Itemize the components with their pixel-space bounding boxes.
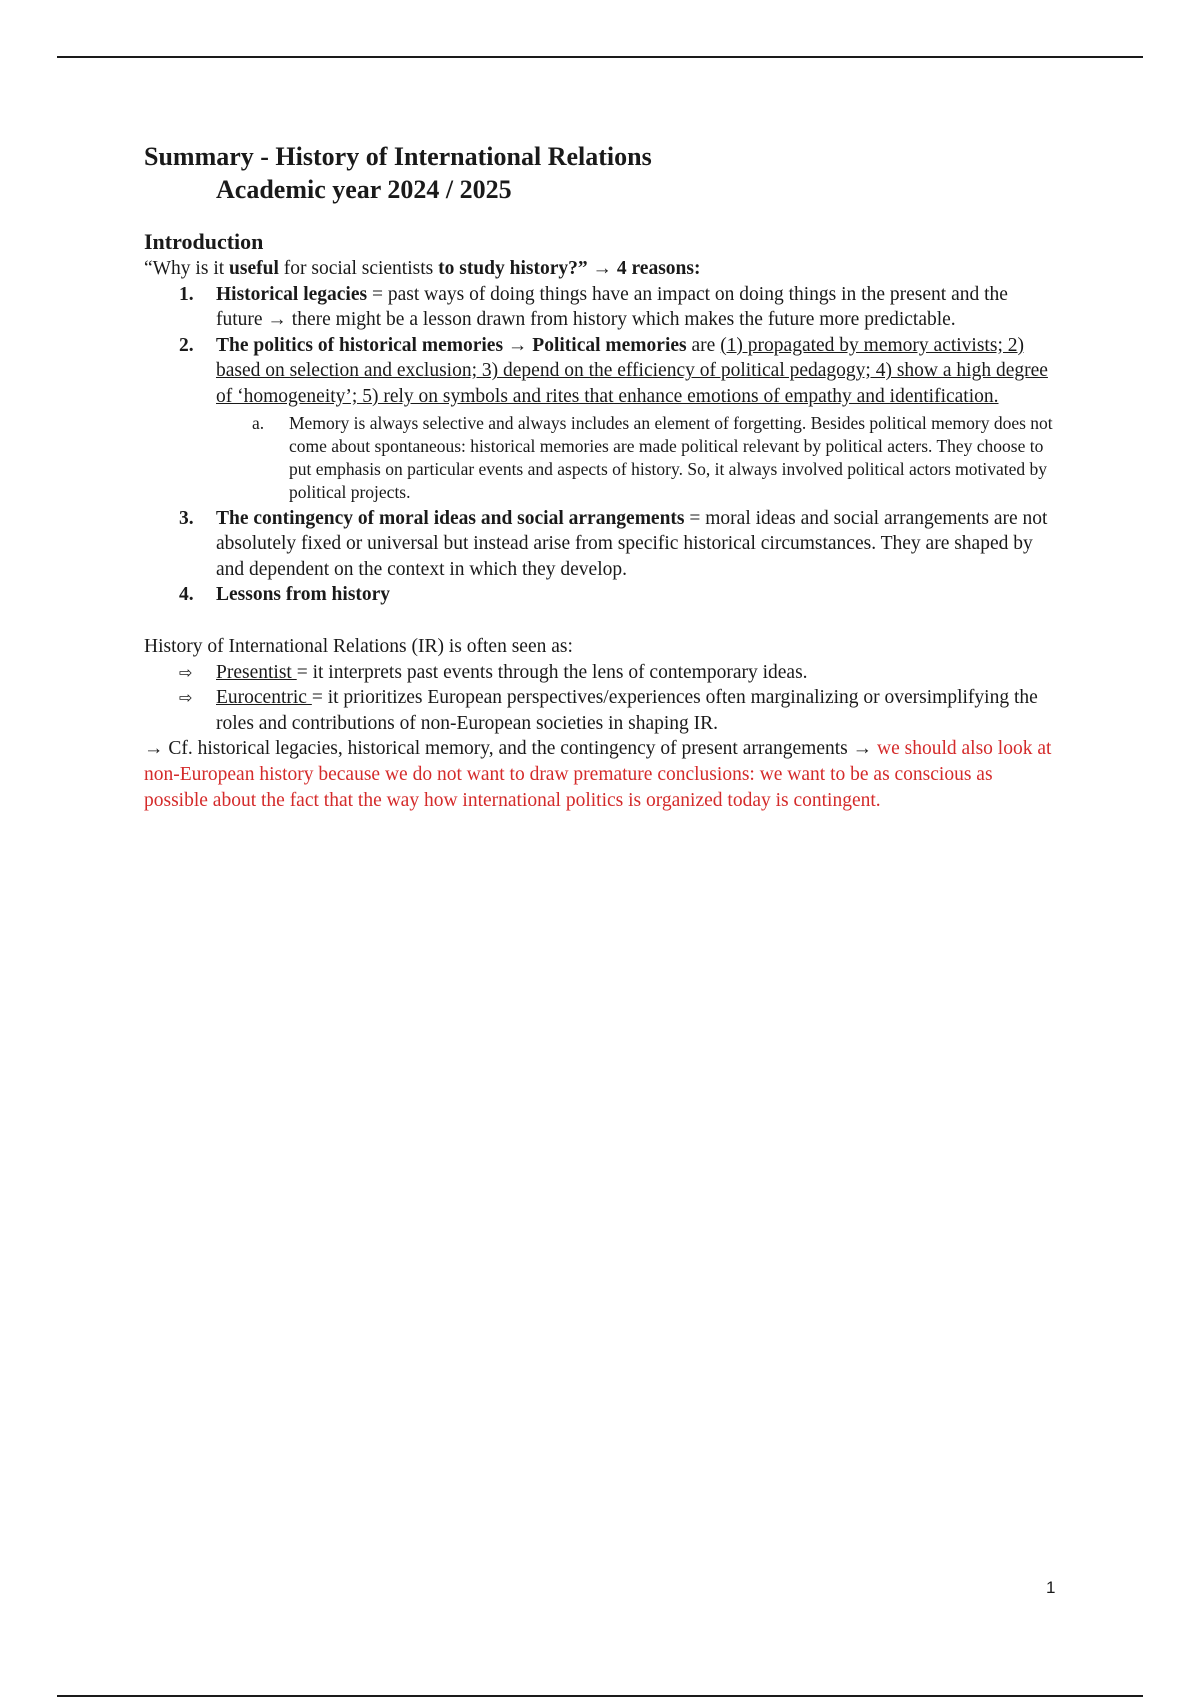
document-subtitle: Academic year 2024 / 2025 (216, 175, 512, 204)
intro-question (144, 256, 1054, 282)
question-emphasis-useful: useful (229, 258, 279, 279)
ir-item-presentist (144, 660, 1054, 686)
question-part: “Why is it (144, 258, 230, 279)
conclusion-highlight: we should also look at non-European history because we do not want to draw premature conclusions: we want to be as conscious as possible about the fact that the way how international politics is organized today is contingent. (144, 738, 1052, 811)
reason-number: 1. (179, 283, 194, 305)
ir-conclusion (144, 736, 1054, 813)
reason-item (144, 282, 1054, 333)
reason-subitem (144, 412, 1054, 504)
question-emphasis-study: to study history?” → 4 reasons: (438, 258, 701, 279)
section-heading-introduction: Introduction (144, 229, 264, 254)
ir-term-text: = it prioritizes European perspectives/experiences often marginalizing or oversimplifying the roles and contributions of non-European societies in shaping IR. (216, 687, 1038, 734)
reason-title: Lessons from history (216, 584, 391, 606)
reason-title: The politics of historical memories (216, 334, 504, 356)
ir-lead: History of International Relations (IR) is often seen as: (144, 635, 573, 657)
document-title: Summary - History of International Relations (144, 142, 652, 171)
question-part: for social scientists (278, 258, 439, 279)
reason-number: 3. (179, 507, 194, 529)
reason-item (144, 506, 1054, 583)
subitem-letter: a. (252, 412, 265, 433)
ir-term-text: = it interprets past events through the lens of contemporary ideas. (296, 661, 808, 683)
page-number: 1 (1046, 1578, 1056, 1597)
reason-title-secondary: Political memories (532, 334, 687, 356)
reason-item (144, 582, 1054, 608)
reason-text: = moral ideas and social arrangements are not absolutely fixed or universal but instead arise from specific historical circumstances. They are shaped by and dependent on the context in which they develop. (216, 507, 1048, 580)
reason-title: Historical legacies (216, 283, 368, 305)
subitem-text: Memory is always selective and always includes an element of forgetting. Besides political memory does not come about spontaneous: historical memories are made political relevant by political acters. They choose to put emphasis on particular events and aspects of history. So, it always involved political actors motivated by political projects. (289, 412, 1053, 502)
paragraph-spacer (144, 608, 1054, 634)
reasons-list (144, 282, 1054, 608)
reason-underlined-text: (1) propagated by memory activists; 2) based on selection and exclusion; 3) depend on the efficiency of political pedagogy; 4) show a high degree of ‘homogeneity’; 5) rely on symbols and rites that enhance emotions of empathy and identification. (216, 334, 1048, 407)
reason-text: are (686, 334, 721, 356)
reason-arrow: → (503, 334, 533, 356)
ir-term: Eurocentric (216, 687, 312, 709)
bottom-rule (57, 1695, 1143, 1697)
arrow-bullet-icon: ⇨ (179, 662, 193, 682)
reason-number: 2. (179, 334, 194, 356)
reason-item (144, 333, 1054, 410)
reason-number: 4. (179, 584, 194, 606)
conclusion-text: → Cf. historical legacies, historical memory, and the contingency of present arrangements → (144, 738, 878, 760)
arrow-bullet-icon: ⇨ (179, 688, 193, 708)
page-content (144, 140, 1054, 813)
top-rule (57, 56, 1143, 58)
ir-term: Presentist (216, 661, 297, 683)
reason-text: = past ways of doing things have an impact on doing things in the present and the future → there might be a lesson drawn from history which makes the future more predictable. (216, 283, 1008, 331)
ir-item-eurocentric (144, 685, 1054, 736)
reason-title: The contingency of moral ideas and social arrangements (216, 507, 685, 529)
